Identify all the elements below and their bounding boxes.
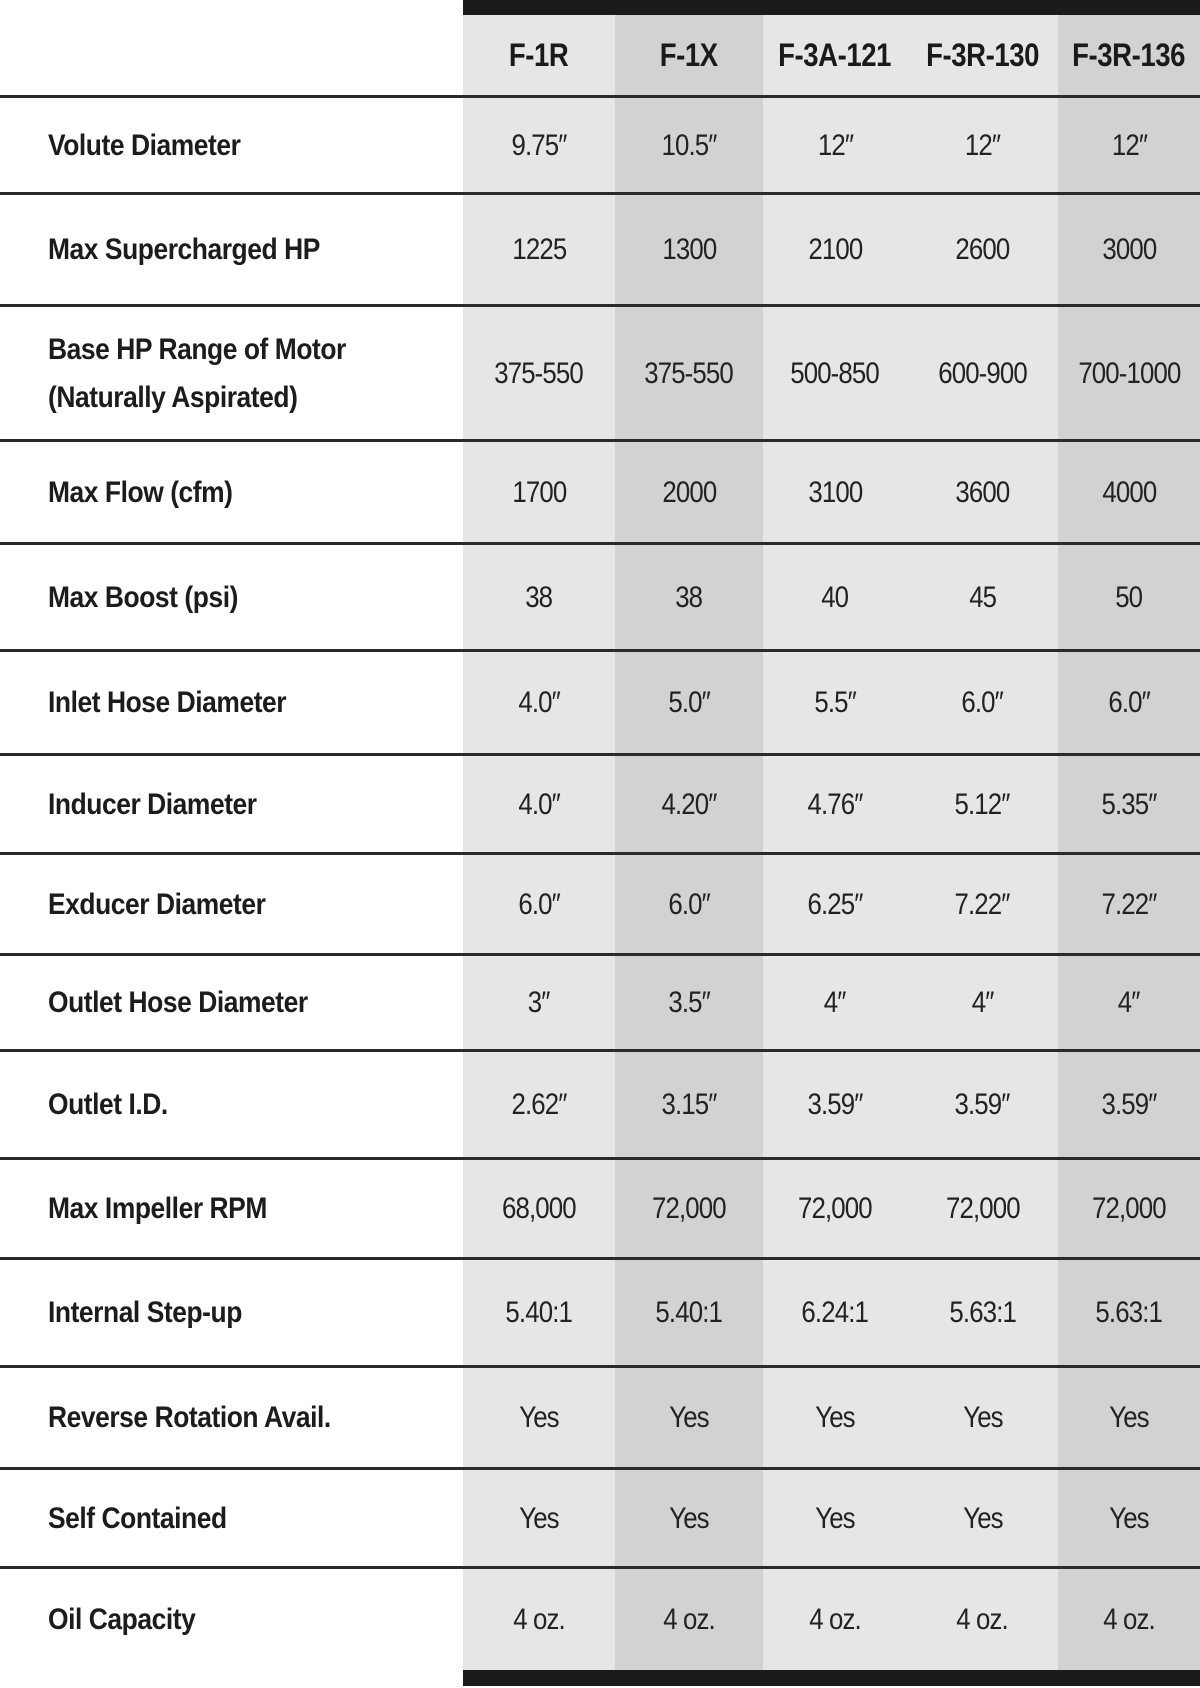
value-cell [907, 1368, 1058, 1468]
row-label-text: Oil Capacity [48, 1602, 196, 1636]
cell-value: Yes [519, 1501, 559, 1535]
value-cell [1058, 98, 1200, 193]
cell-value: 72,000 [945, 1192, 1020, 1225]
cell-value: Yes [669, 1401, 709, 1434]
value-cell [615, 442, 763, 543]
cell-value: 6.24:1 [801, 1296, 869, 1329]
row-label-text: Volute Diameter [48, 128, 241, 162]
value-cell [463, 545, 615, 650]
value-cell [763, 1368, 907, 1468]
value-cell [907, 442, 1058, 543]
value-cell [907, 855, 1058, 954]
cell-value: 3.59″ [954, 1088, 1011, 1121]
cell-value: 5.0″ [668, 686, 710, 719]
row-label [48, 956, 448, 1050]
value-cell [1058, 307, 1200, 440]
row-label [48, 855, 448, 954]
table-row [0, 1470, 1200, 1567]
cell-value: 6.25″ [807, 887, 863, 921]
value-cell [615, 98, 763, 193]
cell-value: 5.5″ [814, 686, 856, 719]
column-header-label: F-3R-130 [926, 36, 1039, 73]
value-cell [463, 652, 615, 754]
table-row [0, 307, 1200, 440]
row-label-text: Max Boost (psi) [48, 580, 238, 614]
value-cell [615, 195, 763, 305]
column-header [1058, 14, 1200, 96]
cell-value: 4 oz. [663, 1602, 715, 1636]
value-cell [1058, 1569, 1200, 1670]
column-header [463, 14, 615, 96]
row-label [48, 1260, 448, 1366]
value-cell [615, 652, 763, 754]
cell-value: 7.22″ [1101, 887, 1157, 921]
row-label-text: Base HP Range of Motor (Naturally Aspirated) [48, 332, 346, 414]
value-cell [763, 855, 907, 954]
cell-value: Yes [1109, 1401, 1149, 1434]
cell-value: 4″ [1118, 986, 1140, 1019]
cell-value: Yes [519, 1401, 559, 1434]
cell-value: 4″ [971, 986, 994, 1019]
table-row [0, 195, 1200, 305]
value-cell [763, 98, 907, 193]
table-row [0, 1569, 1200, 1670]
value-cell [1058, 195, 1200, 305]
table-top-bar [463, 0, 1200, 15]
value-cell [615, 956, 763, 1050]
cell-value: 68,000 [502, 1192, 576, 1225]
row-label-text: Inlet Hose Diameter [48, 686, 287, 719]
value-cell [763, 307, 907, 440]
value-cell [615, 1368, 763, 1468]
row-label-text: Outlet Hose Diameter [48, 986, 308, 1019]
value-cell [1058, 545, 1200, 650]
cell-value: 4.0″ [518, 787, 560, 821]
cell-value: 38 [525, 580, 553, 614]
cell-value: 4000 [1102, 475, 1156, 509]
cell-value: 6.0″ [961, 686, 1004, 719]
value-cell [763, 545, 907, 650]
cell-value: 1225 [512, 233, 566, 266]
row-label-text: Internal Step-up [48, 1296, 242, 1329]
cell-value: 2100 [808, 233, 862, 266]
table-row [0, 545, 1200, 650]
column-header-label: F-1X [660, 36, 718, 73]
value-cell [763, 956, 907, 1050]
value-cell [615, 1470, 763, 1567]
cell-value: 5.12″ [954, 787, 1011, 821]
cell-value: 4 oz. [809, 1602, 861, 1636]
cell-value: 375-550 [494, 356, 584, 390]
row-label [48, 442, 448, 543]
cell-value: 12″ [964, 128, 1001, 162]
value-cell [463, 756, 615, 853]
row-label-text: Outlet I.D. [48, 1088, 168, 1121]
cell-value: 38 [675, 580, 703, 614]
value-cell [463, 1470, 615, 1567]
value-cell [463, 307, 615, 440]
column-header-label: F-3A-121 [778, 36, 892, 73]
cell-value: 9.75″ [511, 128, 567, 162]
value-cell [907, 1569, 1058, 1670]
row-label [48, 1569, 448, 1670]
cell-value: 72,000 [1092, 1192, 1166, 1225]
value-cell [463, 195, 615, 305]
value-cell [463, 98, 615, 193]
cell-value: 45 [969, 580, 996, 614]
value-cell [615, 855, 763, 954]
table-row [0, 1160, 1200, 1258]
cell-value: 3″ [528, 986, 550, 1019]
cell-value: 10.5″ [661, 128, 717, 162]
row-label-text: Reverse Rotation Avail. [48, 1401, 331, 1434]
value-cell [907, 652, 1058, 754]
cell-value: 12″ [817, 128, 853, 162]
value-cell [907, 756, 1058, 853]
cell-value: Yes [815, 1501, 855, 1535]
cell-value: 3100 [808, 475, 862, 509]
cell-value: 5.40:1 [505, 1296, 573, 1329]
value-cell [907, 956, 1058, 1050]
value-cell [463, 1260, 615, 1366]
row-label-text: Inducer Diameter [48, 787, 257, 821]
value-cell [615, 1052, 763, 1158]
cell-value: 3.59″ [1101, 1088, 1157, 1121]
cell-value: 5.35″ [1101, 787, 1157, 821]
value-cell [615, 307, 763, 440]
cell-value: 2600 [955, 233, 1010, 266]
row-label-text: Max Supercharged HP [48, 233, 320, 266]
row-label [48, 195, 448, 305]
cell-value: 3.5″ [668, 986, 710, 1019]
cell-value: 72,000 [652, 1192, 726, 1225]
value-cell [615, 1260, 763, 1366]
row-label [48, 1160, 448, 1258]
cell-value: Yes [962, 1401, 1003, 1434]
cell-value: 7.22″ [954, 887, 1011, 921]
value-cell [763, 756, 907, 853]
cell-value: 5.63:1 [949, 1296, 1016, 1329]
row-label [48, 307, 448, 440]
cell-value: 4 oz. [1103, 1602, 1155, 1636]
cell-value: 2.62″ [511, 1088, 567, 1121]
cell-value: 2000 [662, 475, 716, 509]
value-cell [1058, 1260, 1200, 1366]
cell-value: 72,000 [798, 1192, 872, 1225]
cell-value: Yes [815, 1401, 855, 1434]
cell-value: 3600 [955, 475, 1010, 509]
cell-value: Yes [669, 1501, 709, 1535]
row-label [48, 1368, 448, 1468]
value-cell [463, 442, 615, 543]
cell-value: 600-900 [938, 356, 1027, 390]
value-cell [615, 545, 763, 650]
cell-value: Yes [1109, 1501, 1149, 1535]
value-cell [763, 195, 907, 305]
value-cell [763, 1470, 907, 1567]
cell-value: 3.15″ [661, 1088, 717, 1121]
table-row [0, 956, 1200, 1050]
cell-value: 12″ [1111, 128, 1147, 162]
value-cell [463, 1052, 615, 1158]
cell-value: 1700 [512, 475, 566, 509]
row-label-text: Exducer Diameter [48, 887, 266, 921]
value-cell [907, 195, 1058, 305]
cell-value: 1300 [662, 233, 716, 266]
value-cell [907, 98, 1058, 193]
cell-value: 375-550 [644, 356, 734, 390]
cell-value: 6.0″ [1108, 686, 1150, 719]
value-cell [1058, 756, 1200, 853]
value-cell [463, 1160, 615, 1258]
row-label [48, 1470, 448, 1567]
column-header-label: F-1R [509, 36, 569, 73]
column-header [907, 14, 1058, 96]
cell-value: 40 [821, 580, 849, 614]
value-cell [615, 756, 763, 853]
value-cell [763, 1160, 907, 1258]
value-cell [615, 1569, 763, 1670]
value-cell [615, 1160, 763, 1258]
cell-value: 4 oz. [513, 1602, 565, 1636]
value-cell [1058, 652, 1200, 754]
cell-value: 4.0″ [518, 686, 560, 719]
table-row [0, 855, 1200, 954]
table-bottom-bar [463, 1670, 1200, 1686]
cell-value: 3000 [1102, 233, 1156, 266]
value-cell [1058, 956, 1200, 1050]
cell-value: 700-1000 [1077, 356, 1181, 390]
cell-value: 4 oz. [956, 1602, 1009, 1636]
value-cell [1058, 1052, 1200, 1158]
cell-value: 50 [1115, 580, 1143, 614]
row-label [48, 98, 448, 193]
column-header-label: F-3R-136 [1072, 36, 1186, 73]
cell-value: 6.0″ [518, 887, 560, 921]
table-row [0, 1052, 1200, 1158]
value-cell [763, 652, 907, 754]
table-row [0, 1260, 1200, 1366]
column-header [763, 14, 907, 96]
value-cell [763, 1052, 907, 1158]
cell-value: 4.76″ [807, 787, 863, 821]
value-cell [1058, 1368, 1200, 1468]
value-cell [763, 1260, 907, 1366]
value-cell [907, 1160, 1058, 1258]
table-row [0, 756, 1200, 853]
row-label [48, 1052, 448, 1158]
value-cell [1058, 1160, 1200, 1258]
table-row [0, 1368, 1200, 1468]
table-row [0, 98, 1200, 193]
table-row [0, 442, 1200, 543]
value-cell [463, 956, 615, 1050]
cell-value: 4.20″ [661, 787, 717, 821]
value-cell [1058, 1470, 1200, 1567]
cell-value: 5.40:1 [655, 1296, 723, 1329]
value-cell [463, 1368, 615, 1468]
column-header [615, 14, 763, 96]
cell-value: 6.0″ [668, 887, 710, 921]
row-label [48, 545, 448, 650]
row-label [48, 652, 448, 754]
value-cell [907, 1052, 1058, 1158]
value-cell [463, 1569, 615, 1670]
value-cell [763, 1569, 907, 1670]
row-label-text: Max Impeller RPM [48, 1192, 267, 1225]
cell-value: 3.59″ [807, 1088, 863, 1121]
cell-value: 5.63:1 [1095, 1296, 1163, 1329]
cell-value: 4″ [824, 986, 846, 1019]
value-cell [763, 442, 907, 543]
table-row [0, 652, 1200, 754]
cell-value: Yes [962, 1501, 1003, 1535]
value-cell [907, 545, 1058, 650]
value-cell [1058, 442, 1200, 543]
row-label [48, 756, 448, 853]
value-cell [463, 855, 615, 954]
value-cell [907, 307, 1058, 440]
value-cell [907, 1470, 1058, 1567]
row-label-text: Self Contained [48, 1501, 227, 1535]
value-cell [1058, 855, 1200, 954]
cell-value: 500-850 [790, 356, 880, 390]
row-label-text: Max Flow (cfm) [48, 475, 233, 509]
value-cell [907, 1260, 1058, 1366]
